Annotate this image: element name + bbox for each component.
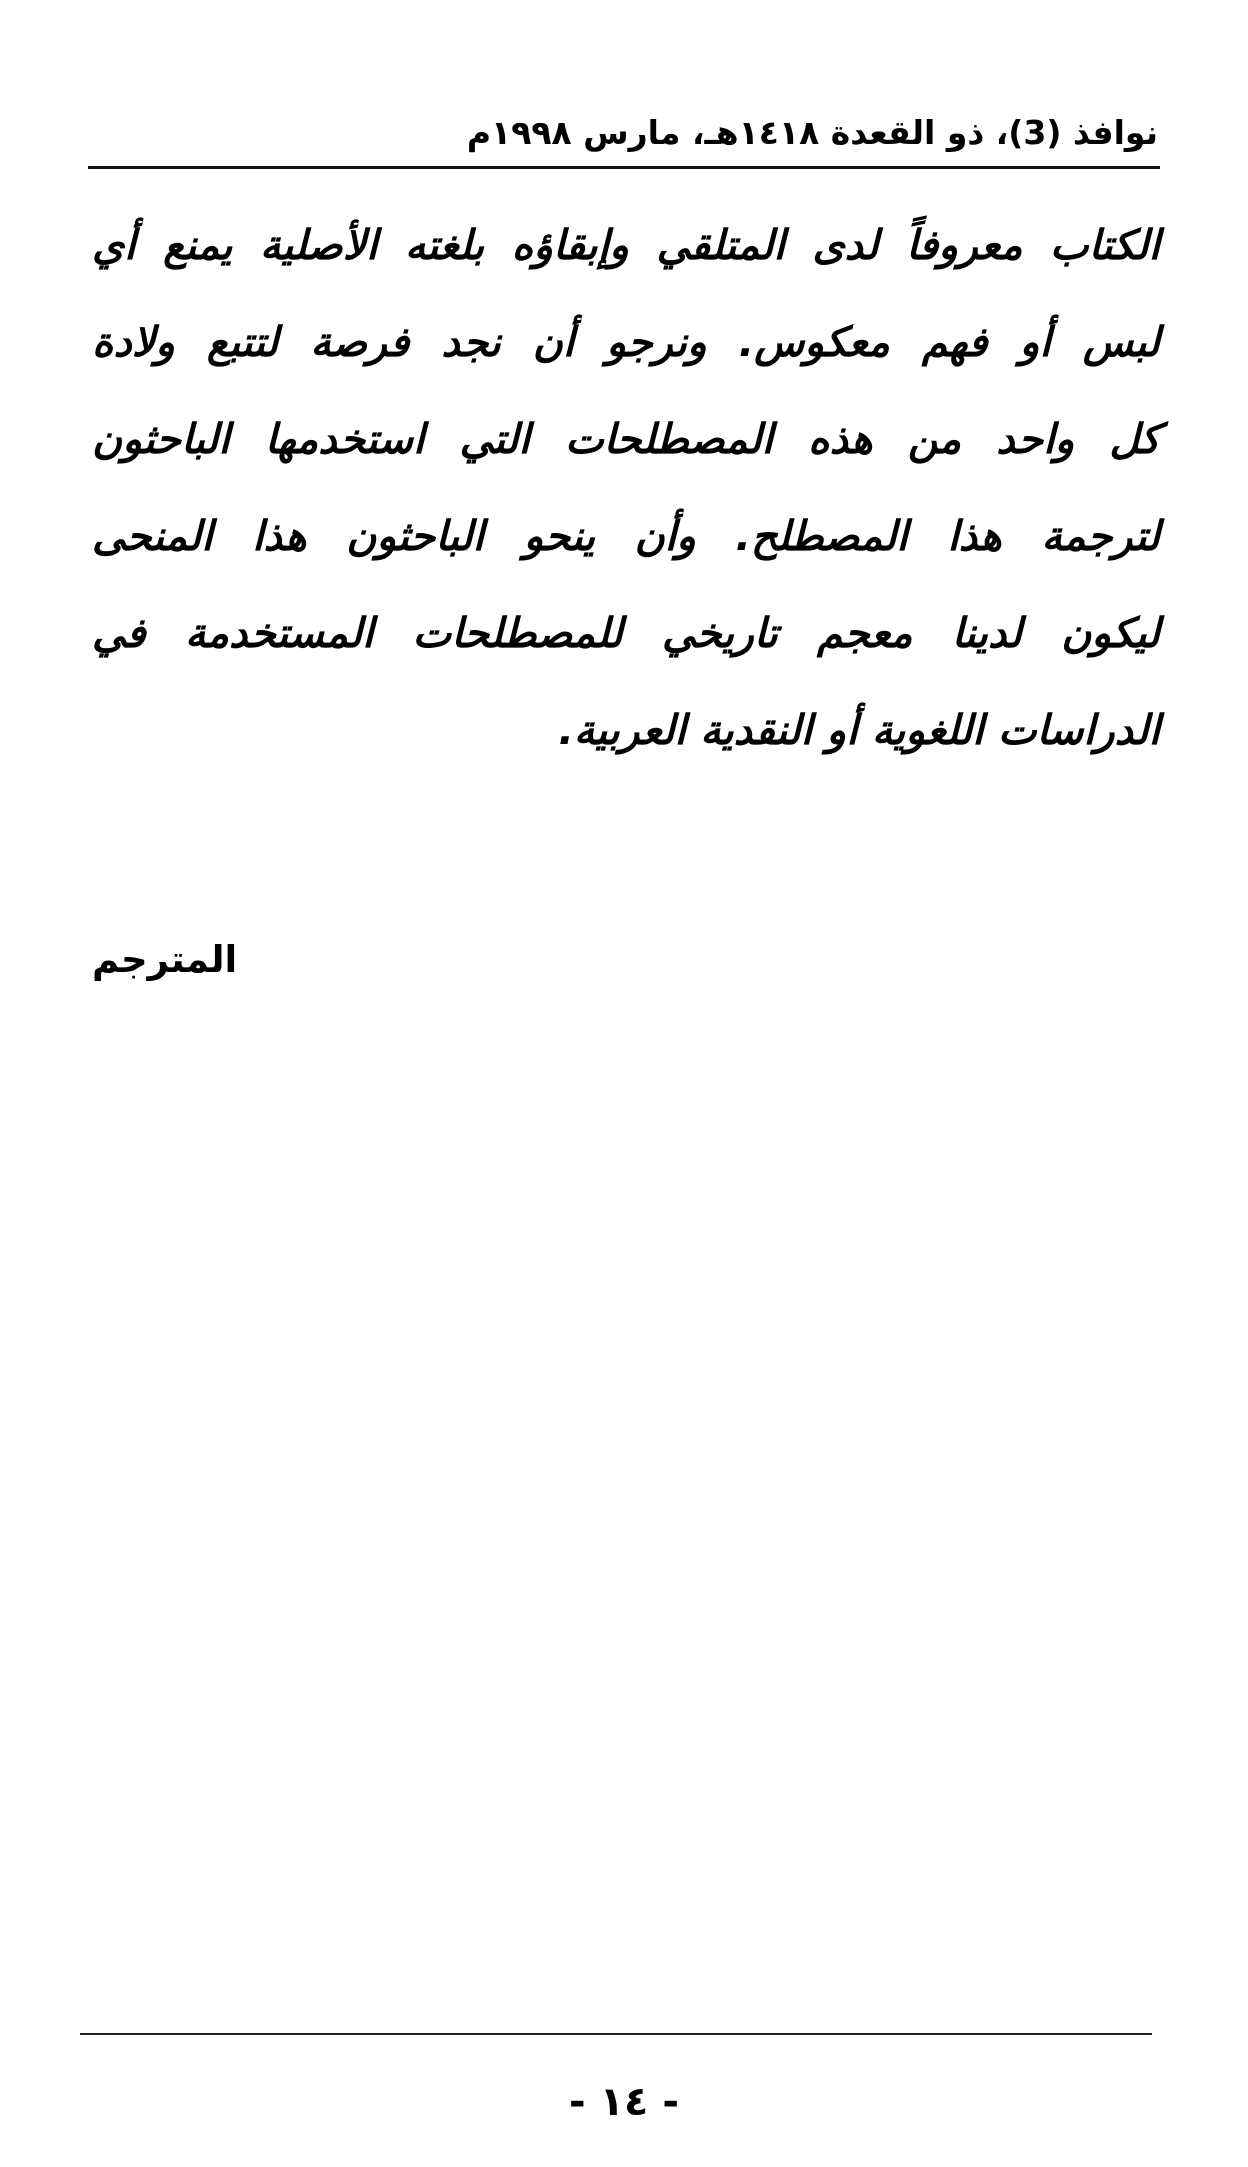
body-line: لترجمة هذا المصطلح. وأن ينحو الباحثون هذا المنحى <box>92 512 1160 560</box>
body-line: لبس أو فهم معكوس. ونرجو أن نجد فرصة لتتبع ولادة <box>92 318 1160 366</box>
translator-signature: المترجم <box>92 938 238 981</box>
running-header: نوافذ (3)، ذو القعدة ١٤١٨هـ، مارس ١٩٩٨م <box>466 113 1158 152</box>
footer-divider <box>80 2033 1152 2035</box>
body-line: الدراسات اللغوية أو النقدية العربية. <box>558 706 1160 754</box>
body-line: كل واحد من هذه المصطلحات التي استخدمها الباحثون <box>92 415 1160 463</box>
header-divider <box>88 166 1160 169</box>
body-line: ليكون لدينا معجم تاريخي للمصطلحات المستخدمة في <box>92 609 1160 657</box>
page-number: - ١٤ - <box>569 2079 679 2125</box>
body-line: الكتاب معروفاً لدى المتلقي وإبقاؤه بلغته الأصلية يمنع أي <box>92 221 1160 269</box>
body-paragraph <box>92 214 1160 796</box>
